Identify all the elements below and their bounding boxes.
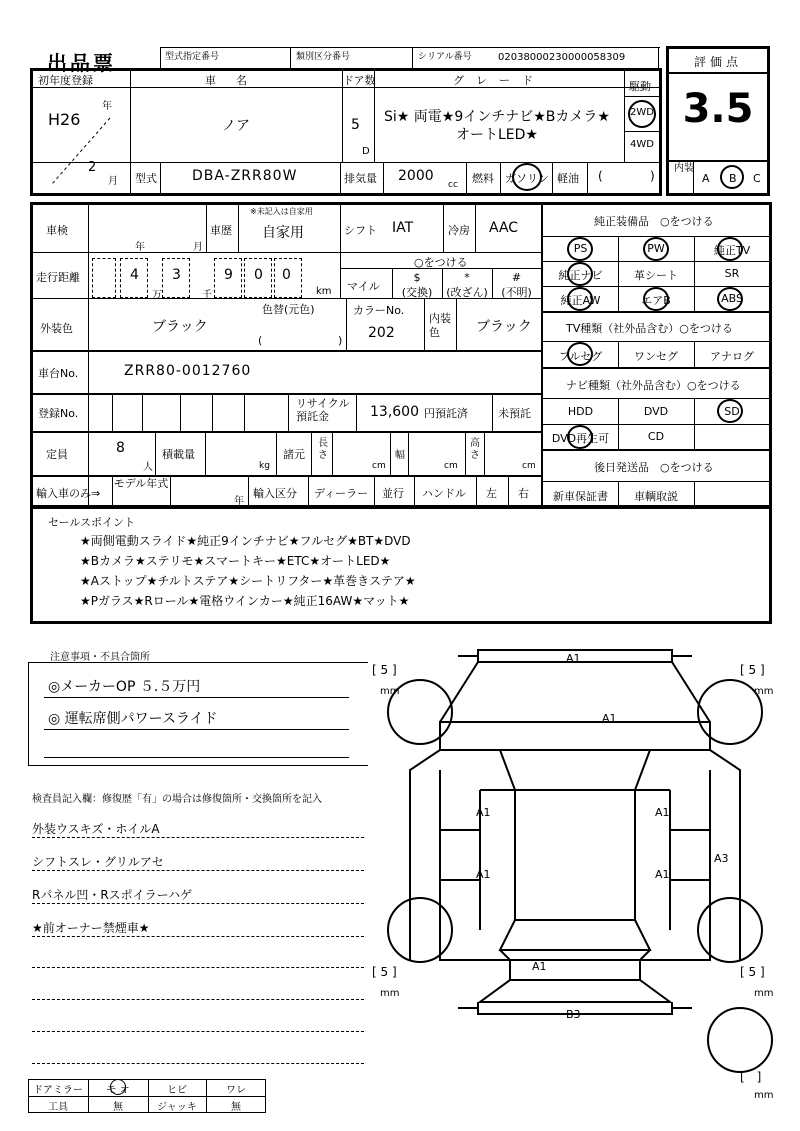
divider xyxy=(340,204,341,252)
divider xyxy=(32,475,541,477)
divider xyxy=(374,475,375,506)
door-mirror-value: モ オ xyxy=(106,1085,130,1096)
shift-value: IAT xyxy=(392,220,414,236)
car-outline-svg xyxy=(380,630,780,1120)
later-note: ○をつける xyxy=(660,461,714,474)
divider xyxy=(412,47,413,69)
height-label: 高さ xyxy=(470,438,480,461)
divider xyxy=(290,47,291,69)
divider xyxy=(484,431,485,475)
divider xyxy=(624,96,660,97)
sales-point-line-4: ★Pガラス★Rロール★電格ウインカー★純正16AW★マット★ xyxy=(80,594,410,608)
interior-b: B xyxy=(729,172,737,185)
divider xyxy=(508,475,509,506)
star-sub: (改ざん) xyxy=(446,286,488,299)
inspector-rule xyxy=(32,870,364,871)
tread-unit: mm xyxy=(380,988,400,999)
car-diagram xyxy=(380,630,780,1120)
equip-abs: ABS xyxy=(721,292,743,305)
shaken-label: 車検 xyxy=(46,224,68,237)
header-top-line xyxy=(160,47,660,48)
model-code-label: 型式 xyxy=(135,172,157,185)
divider xyxy=(500,162,501,194)
hash-sub: (不明) xyxy=(501,286,532,299)
sales-point-line-3: ★Aストップ★チルトステア★シートリフター★革巻きステア★ xyxy=(80,574,416,588)
divider xyxy=(443,204,444,252)
tread-rear-left: [ 5 ] xyxy=(372,965,397,979)
sales-point-line-2: ★Bカメラ★ステリモ★スマートキー★ETC★オートLED★ xyxy=(80,554,391,568)
interior-b-circle xyxy=(720,165,744,189)
divider xyxy=(32,350,541,352)
month-unit: 月 xyxy=(108,176,118,187)
divider xyxy=(155,431,156,475)
import-label: 輸入車のみ⇒ xyxy=(36,487,101,500)
interior-label xyxy=(674,163,694,174)
displacement-value: 2000 xyxy=(398,168,434,184)
fuel-label: 燃料 xyxy=(472,172,494,185)
height-unit: cm xyxy=(522,461,536,471)
inspector-line-3: Rパネル凹・Rスポイラーハゲ xyxy=(32,888,193,902)
doors-value: 5 xyxy=(351,117,360,133)
divider xyxy=(32,393,541,395)
name-label: 車名 xyxy=(205,74,267,87)
divider xyxy=(32,252,541,253)
displacement-unit: cc xyxy=(448,180,458,190)
inspector-rule xyxy=(32,999,364,1000)
nav-note: ○をつける xyxy=(687,379,741,392)
nav-dvd-play-circle xyxy=(567,425,593,449)
divider xyxy=(276,431,277,475)
equip-tv-circle xyxy=(717,237,743,261)
equip-navi: 純正ナビ xyxy=(558,269,603,282)
interior-color-label: 内装色 xyxy=(429,312,451,339)
divider xyxy=(340,252,341,298)
divider xyxy=(244,393,245,431)
divider xyxy=(624,131,660,132)
inspector-line-2: シフトスレ・グリルアセ xyxy=(32,855,164,869)
notes-underline xyxy=(44,729,349,730)
divider xyxy=(288,393,289,431)
drive-label: 駆動 xyxy=(629,80,651,93)
inspector-title: 検査員記入欄：修復歴「有」の場合は修復箇所・交換箇所を記入 xyxy=(32,794,322,805)
inspector-rule xyxy=(32,903,364,904)
tread-front-left: [ 5 ] xyxy=(372,663,397,677)
equip-navi-circle xyxy=(567,262,593,286)
tools-label: 工具 xyxy=(48,1102,68,1113)
divider xyxy=(668,160,768,162)
exterior-color-label: 外装色 xyxy=(40,322,73,335)
length-unit: cm xyxy=(372,461,386,471)
divider xyxy=(693,161,694,195)
star-label: * xyxy=(464,271,470,284)
displacement-label: 排気量 xyxy=(344,172,377,185)
first-reg-label: 初年度登録 xyxy=(38,74,93,87)
mileage-digit-1: 4 xyxy=(130,267,139,283)
form-title: 出品票 xyxy=(47,51,116,75)
interior-c: C xyxy=(753,172,761,185)
nav-hdd: HDD xyxy=(567,405,594,418)
divider xyxy=(340,268,541,269)
equip-leather: 革シート xyxy=(634,269,678,282)
dollar-label: $ xyxy=(413,271,421,284)
divider xyxy=(311,431,312,475)
nav-title-text: ナビ種類（社外品含む） xyxy=(566,379,687,392)
divider xyxy=(543,311,770,313)
grade-line1: Si★ 両電★9インチナビ★Bカメラ★ xyxy=(384,109,610,125)
paren-open: ( xyxy=(598,169,603,183)
mileage-digit-4: 0 xyxy=(254,267,263,283)
nav-sd-circle xyxy=(717,399,743,423)
tread-unit: mm xyxy=(754,988,774,999)
chassis-value: ZRR80-0012760 xyxy=(124,363,252,379)
damage-mark-right-quarter: A3 xyxy=(714,852,729,865)
divider xyxy=(424,298,425,350)
divider xyxy=(543,481,770,482)
name-value: ノア xyxy=(222,118,250,134)
tv-note: ○をつける xyxy=(679,322,733,335)
jack-value: 無 xyxy=(231,1102,241,1113)
shaken-month: 月 xyxy=(193,242,203,253)
equip-ps-circle xyxy=(567,237,593,261)
recycle-label-text: リサイクル預託金 xyxy=(296,397,350,423)
color-no-value: 202 xyxy=(368,325,395,341)
interior-a: A xyxy=(702,172,710,185)
import-cat-label: 輸入区分 xyxy=(253,487,297,500)
equip-tv: 純正TV xyxy=(713,244,751,257)
divider xyxy=(112,393,113,431)
damage-mark-hood: A1 xyxy=(602,712,617,725)
tv-analog: アナログ xyxy=(710,350,754,363)
model-year-label: モデル年式 xyxy=(113,477,169,490)
registration-label: 登録No. xyxy=(38,407,79,420)
recycle-unpaid: 未預託 xyxy=(498,407,531,420)
ac-value: AAC xyxy=(489,220,519,236)
category-label: 類別区分番号 xyxy=(296,52,351,62)
man-unit: 万 xyxy=(152,290,162,301)
capacity-label: 定員 xyxy=(46,448,68,461)
drive-4wd: 4WD xyxy=(630,139,654,150)
divider xyxy=(408,431,409,475)
divider xyxy=(88,204,89,506)
door-mirror-label: ドアミラー xyxy=(33,1085,83,1096)
inspector-line-1: 外装ウスキズ・ホイルA xyxy=(32,822,160,836)
tread-value: 5 xyxy=(380,965,389,979)
sales-points-title: セールスポイント xyxy=(48,516,136,529)
divider xyxy=(668,72,768,74)
history-label: 車歴 xyxy=(210,224,232,237)
handle-label: ハンドル xyxy=(422,487,466,500)
hash-label: # xyxy=(511,271,522,284)
divider xyxy=(543,449,770,451)
tv-fullseg: フルセグ xyxy=(558,350,603,363)
divider xyxy=(32,162,660,163)
damage-mark-left-front-door: A1 xyxy=(476,806,491,819)
grade-line2: オートLED★ xyxy=(456,127,538,143)
tread-spare: [ ] xyxy=(740,1070,762,1084)
tread-front-right: [ 5 ] xyxy=(740,663,765,677)
divider xyxy=(160,47,161,69)
sen-unit: 千 xyxy=(202,290,212,301)
crack-label: ヒビ xyxy=(167,1085,187,1096)
divider xyxy=(694,481,695,506)
dollar-sub: (交換) xyxy=(401,286,433,299)
mileage-digit-5: 0 xyxy=(282,267,291,283)
divider xyxy=(170,475,171,506)
width-unit: cm xyxy=(444,461,458,471)
model-designation-label: 型式指定番号 xyxy=(165,52,220,62)
parallel-option: 並行 xyxy=(382,487,404,500)
door-mirror-circle xyxy=(110,1079,126,1095)
divider xyxy=(543,398,770,399)
divider xyxy=(414,475,415,506)
divider xyxy=(248,475,249,506)
divider xyxy=(28,1096,266,1097)
damage-mark-right-rear-door: A1 xyxy=(655,868,670,881)
paren-close: ) xyxy=(650,169,655,183)
notes-underline xyxy=(44,757,349,758)
capacity-unit: 人 xyxy=(143,462,153,473)
drive-2wd-circle xyxy=(628,100,656,128)
dims-label: 諸元 xyxy=(283,448,305,461)
tread-unit: mm xyxy=(380,686,400,697)
km-unit: km xyxy=(316,286,332,297)
equipment-title-text: 純正装備品 xyxy=(594,215,649,228)
inspector-rule xyxy=(32,1063,364,1064)
divider xyxy=(340,162,341,194)
shift-label: シフト xyxy=(344,224,377,237)
equipment-note: ○をつける xyxy=(660,215,714,228)
sales-point-line-1: ★両側電動スライド★純正9インチナビ★フルセグ★BT★DVD xyxy=(80,534,411,548)
mileage-digit-3: 9 xyxy=(224,267,233,283)
first-reg-month: 2 xyxy=(88,160,97,175)
later-title-text: 後日発送品 xyxy=(594,461,649,474)
interior-color-value: ブラック xyxy=(476,319,532,335)
equip-sr: SR xyxy=(724,267,740,280)
jack-label: ジャッキ xyxy=(157,1102,197,1113)
notes-line-2: ◎ 運転席側パワースライド xyxy=(48,711,218,727)
tread-value: 5 xyxy=(748,663,757,677)
ac-label: 冷房 xyxy=(448,224,470,237)
interior-label-text: 内装 xyxy=(674,163,694,174)
score-value: 3.5 xyxy=(682,86,754,132)
color-no-label: カラーNo. xyxy=(353,304,405,317)
inspector-rule xyxy=(32,967,364,968)
tv-fullseg-circle xyxy=(567,342,593,366)
inspector-rule xyxy=(32,936,364,937)
length-label: 長さ xyxy=(318,438,328,461)
divider xyxy=(332,431,333,475)
tread-unit: mm xyxy=(754,686,774,697)
fuel-diesel: 軽油 xyxy=(557,172,579,185)
repaint-paren-close: ) xyxy=(338,334,343,347)
tread-value: 5 xyxy=(748,965,757,979)
shaken-year: 年 xyxy=(135,242,145,253)
ware-label: ワレ xyxy=(226,1085,246,1096)
later-manual: 車輌取説 xyxy=(634,490,678,503)
divider xyxy=(180,393,181,431)
fuel-gasoline: ガソリン xyxy=(505,172,549,185)
score-label: 評価点 xyxy=(693,55,742,69)
equip-airbag: エアB xyxy=(641,294,671,307)
mileage-digit-2: 3 xyxy=(172,267,181,283)
fuel-gasoline-circle xyxy=(512,163,542,191)
mileage-circle-note: ○をつける xyxy=(414,256,468,269)
inspector-line-4: ★前オーナー禁煙車★ xyxy=(32,921,150,935)
capacity-value: 8 xyxy=(116,440,125,456)
tv-title xyxy=(566,320,733,336)
divider xyxy=(32,298,541,299)
notes-underline xyxy=(44,697,349,698)
tools-value: 無 xyxy=(113,1102,123,1113)
divider xyxy=(346,298,347,350)
divider xyxy=(465,431,466,475)
divider xyxy=(205,431,206,475)
first-reg-year: H26 xyxy=(48,110,81,129)
damage-mark-rear-gate: A1 xyxy=(532,960,547,973)
divider xyxy=(492,393,493,431)
load-label: 積載量 xyxy=(162,448,195,461)
equip-aw-circle xyxy=(567,287,593,311)
divider xyxy=(456,298,457,350)
equip-aw: 純正AW xyxy=(560,294,601,307)
width-label: 幅 xyxy=(395,450,405,461)
divider xyxy=(624,70,625,162)
tread-value: 5 xyxy=(380,663,389,677)
inspector-rule xyxy=(32,837,364,838)
tv-oneseg: ワンセグ xyxy=(634,350,678,363)
divider xyxy=(383,162,384,194)
equip-pw-circle xyxy=(643,237,669,261)
divider xyxy=(142,393,143,431)
history-value: 自家用 xyxy=(262,225,304,241)
mileage-label: 走行距離 xyxy=(36,271,80,284)
tv-title-text: TV種類（社外品含む） xyxy=(566,322,680,335)
model-code-value: DBA-ZRR80W xyxy=(192,168,298,184)
grade-label: グレード xyxy=(453,74,545,87)
nav-cd: CD xyxy=(647,430,665,443)
doors-suffix: D xyxy=(362,146,370,157)
nav-dvd: DVD xyxy=(643,405,669,418)
notes-line-1: ◎メーカーOP ５.５万円 xyxy=(48,679,201,695)
divider xyxy=(206,204,207,252)
tread-rear-right: [ 5 ] xyxy=(740,965,765,979)
later-title xyxy=(594,459,714,475)
nav-title xyxy=(566,377,741,393)
equip-ps: PS xyxy=(573,242,588,255)
equip-abs-circle xyxy=(717,287,743,311)
divider xyxy=(390,431,391,475)
divider xyxy=(587,162,588,194)
damage-mark-front-bumper: A1 xyxy=(566,652,581,665)
divider xyxy=(160,162,161,194)
history-note: ※未記入は自家用 xyxy=(250,207,313,216)
drive-2wd: 2WD xyxy=(630,107,654,118)
nav-dvd-play: DVD再生可 xyxy=(551,432,610,445)
divider xyxy=(658,47,659,69)
notes-title: 注意事項・不具合箇所 xyxy=(50,652,150,663)
divider xyxy=(466,162,467,194)
damage-mark-right-front-door: A1 xyxy=(655,806,670,819)
load-unit: kg xyxy=(259,461,270,471)
serial-value: 02038000230000058309 xyxy=(498,52,626,63)
divider xyxy=(552,162,553,194)
chassis-label: 車台No. xyxy=(38,367,79,380)
divider xyxy=(212,393,213,431)
equip-pw: PW xyxy=(647,242,665,255)
divider xyxy=(238,204,239,252)
recycle-value: 13,600 xyxy=(370,404,419,420)
year-unit: 年 xyxy=(102,101,112,112)
serial-label: シリアル番号 xyxy=(418,52,472,62)
divider xyxy=(543,367,770,369)
repaint-paren-open: ( xyxy=(258,334,263,347)
later-warranty: 新車保証書 xyxy=(553,490,608,503)
repaint-label: 色替(元色) xyxy=(262,303,315,316)
mile-label: マイル xyxy=(347,280,380,293)
divider xyxy=(476,475,477,506)
equipment-title xyxy=(594,213,714,229)
divider xyxy=(356,393,357,431)
handle-left: 左 xyxy=(486,487,497,500)
damage-mark-left-rear-door: A1 xyxy=(476,868,491,881)
recycle-label xyxy=(296,397,354,423)
dealer-option: ディーラー xyxy=(314,487,369,500)
divider xyxy=(475,204,476,252)
divider xyxy=(308,475,309,506)
inspector-rule xyxy=(32,1031,364,1032)
model-year-unit: 年 xyxy=(234,496,244,507)
damage-mark-rear-bumper: B3 xyxy=(566,1008,581,1021)
tread-unit: mm xyxy=(754,1090,774,1101)
nav-sd: SD xyxy=(724,405,740,418)
doors-label: ドア数 xyxy=(343,74,376,87)
equip-airbag-circle xyxy=(643,287,669,311)
mileage-digit-box xyxy=(92,258,116,298)
recycle-unit: 円預託済 xyxy=(424,407,468,420)
exterior-color-value: ブラック xyxy=(152,319,208,335)
handle-right: 右 xyxy=(518,487,529,500)
